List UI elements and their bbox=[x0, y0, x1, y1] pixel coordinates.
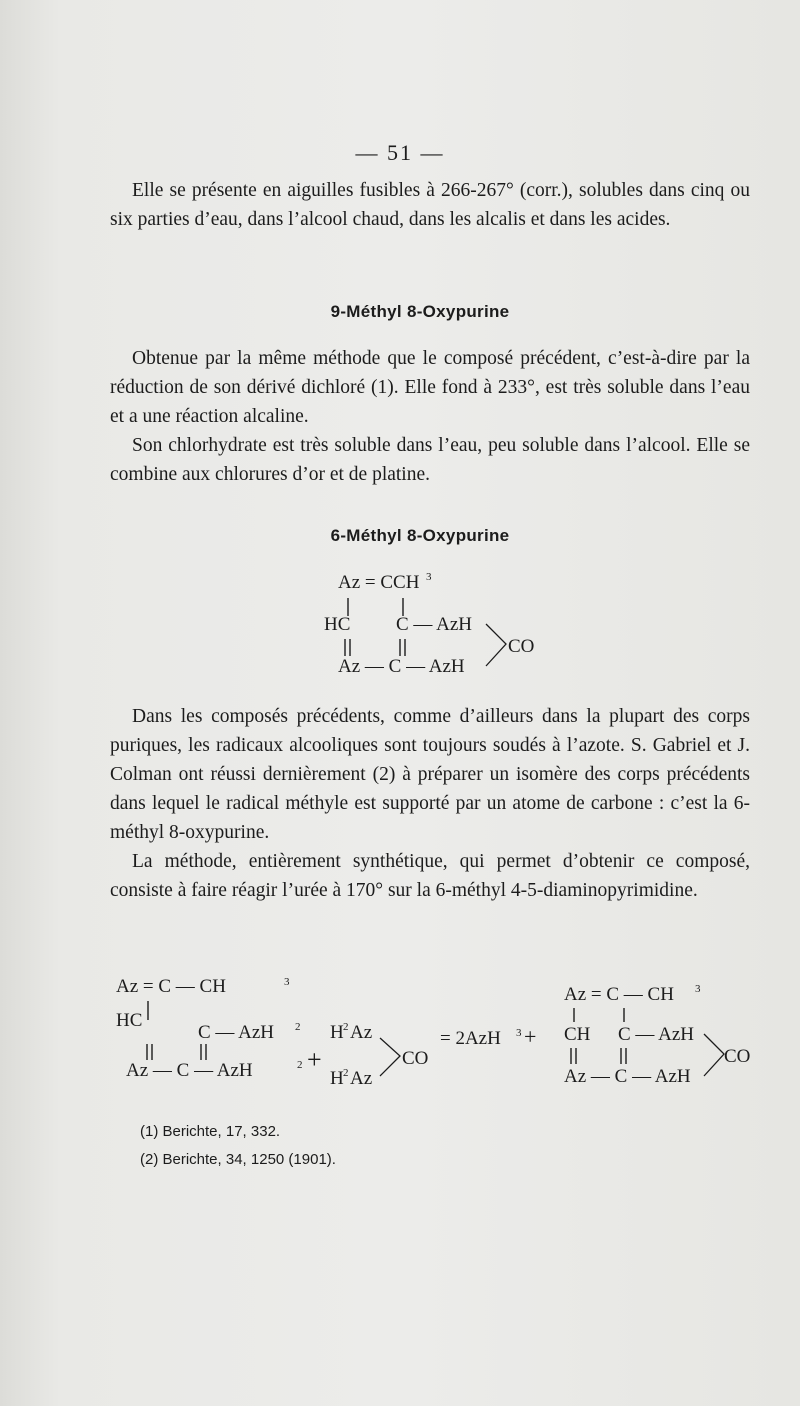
section1-paragraph2: Son chlorhydrate est très soluble dans l’eau, peu soluble dans l’alcool. Elle se combine aux chlorures d’or et de platine. bbox=[110, 435, 750, 485]
svg-text:2: 2 bbox=[343, 1067, 349, 1079]
svg-text:Az: Az bbox=[350, 1022, 373, 1043]
reaction-equals-products: = 2AzH bbox=[440, 1028, 501, 1049]
svg-text:Az: Az bbox=[350, 1068, 373, 1089]
reaction-right-ch: CH bbox=[564, 1024, 591, 1045]
formula-top-line: Az = CCH bbox=[338, 572, 420, 593]
svg-text:3: 3 bbox=[516, 1027, 522, 1039]
section2-paragraph2: La méthode, entièrement synthétique, qui permet d’obtenir ce composé, consiste à faire réagir l’urée à 170° sur la 6-méthyl 4-5-diaminopyrimidine. bbox=[110, 851, 750, 901]
section-title-9-methyl: 9-Méthyl 8-Oxypurine bbox=[330, 302, 510, 321]
urea-h-top: H bbox=[330, 1022, 344, 1043]
section2-body bbox=[110, 702, 750, 905]
reaction-left-c-azh2: C — AzH bbox=[198, 1022, 274, 1043]
formula-co: CO bbox=[508, 636, 535, 657]
reaction-right-bottom: Az — C — AzH bbox=[564, 1066, 691, 1087]
reaction-equation bbox=[112, 968, 762, 1098]
svg-text:2: 2 bbox=[295, 1021, 301, 1033]
urea-co: CO bbox=[402, 1048, 429, 1069]
structural-formula-6-methyl bbox=[318, 566, 558, 684]
formula-hc: HC bbox=[324, 614, 351, 635]
urea-h-bottom: H bbox=[330, 1068, 344, 1089]
formula-bottom-line: Az — C — AzH bbox=[338, 656, 465, 677]
reaction-right-co: CO bbox=[724, 1046, 751, 1067]
formula-top-sup: 3 bbox=[426, 571, 432, 583]
section-title-6-methyl: 6-Méthyl 8-Oxypurine bbox=[330, 526, 510, 545]
reaction-left-bottom: Az — C — AzH bbox=[126, 1060, 253, 1081]
reaction-left-top: Az = C — CH bbox=[116, 976, 226, 997]
intro-text: Elle se présente en aiguilles fusibles à 266-267° (corr.), solubles dans cinq ou six parties d’eau, dans l’alcool chaud, dans les alcalis et dans les acides. bbox=[110, 180, 750, 230]
footnote-1: (1) Berichte, 17, 332. bbox=[140, 1123, 281, 1140]
page-number: — 51 — bbox=[355, 140, 445, 165]
svg-text:3: 3 bbox=[695, 983, 701, 995]
footnote-2: (2) Berichte, 34, 1250 (1901). bbox=[140, 1151, 336, 1168]
section1-body bbox=[110, 344, 750, 489]
section1-paragraph1: Obtenue par la même méthode que le composé précédent, c’est-à-dire par la réduction de son dérivé dichloré (1). Elle fond à 233°, est très soluble dans l’eau et a une réaction alcaline. bbox=[110, 348, 750, 427]
section2-paragraph1: Dans les composés précédents, comme d’ailleurs dans la plupart des corps puriques, les radicaux alcooliques sont toujours soudés à l’azote. S. Gabriel et J. Colman ont réussi dernièrement (2) à préparer un isomère des corps précédents dans lequel le radical méthyle est supporté par un atome de carbone : c’est la 6-méthyl 8-oxypurine. bbox=[110, 706, 750, 843]
reaction-right-c-azh: C — AzH bbox=[618, 1024, 694, 1045]
svg-text:3: 3 bbox=[284, 976, 290, 988]
footnotes bbox=[140, 1118, 640, 1174]
reaction-plus: + bbox=[307, 1045, 322, 1074]
reaction-left-hc: HC bbox=[116, 1010, 143, 1031]
svg-text:2: 2 bbox=[297, 1059, 303, 1071]
formula-c-azh: C — AzH bbox=[396, 614, 472, 635]
reaction-plus2: + bbox=[524, 1024, 537, 1049]
svg-text:2: 2 bbox=[343, 1021, 349, 1033]
reaction-right-top: Az = C — CH bbox=[564, 984, 674, 1005]
intro-paragraph bbox=[110, 176, 750, 234]
